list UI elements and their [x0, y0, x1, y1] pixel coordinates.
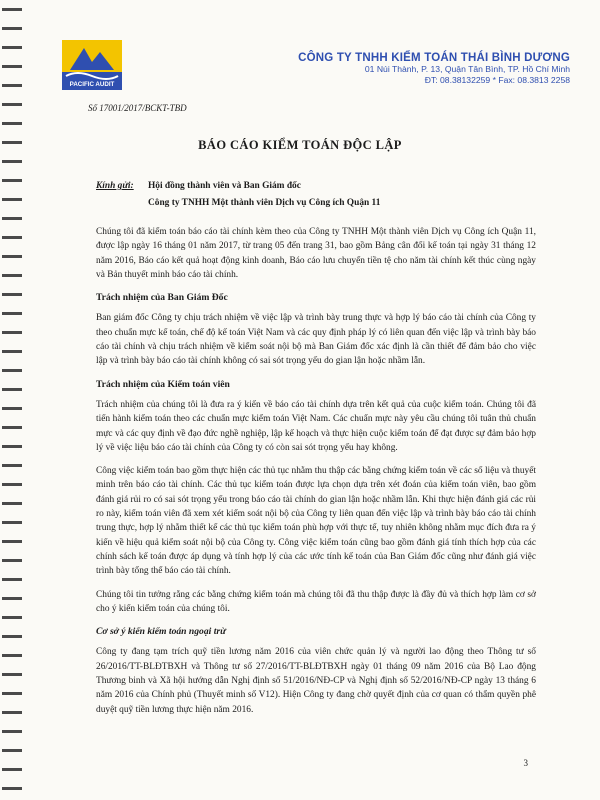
- binding-mark: [2, 578, 22, 581]
- binding-mark: [2, 46, 22, 49]
- company-name: CÔNG TY TNHH KIỂM TOÁN THÁI BÌNH DƯƠNG: [298, 52, 570, 64]
- management-paragraph: Ban giám đốc Công ty chịu trách nhiệm về việc lập và trình bày trung thực và hợp lý báo cáo tài chính của Công ty theo chuẩn mực kế toán, chế độ kế toán Việt Nam và các quy định pháp lý có liên quan đến việc lập và trình bày báo cáo tài chính và chịu trách nhiệm về kiểm soát nội bộ mà Ban Giám đốc xác định là cần thiết để đảm bảo cho việc lập và trình bày báo cáo tài chính không có sai sót trọng yếu do gian lận hoặc nhầm lẫn.: [96, 313, 536, 367]
- binding-mark: [2, 27, 22, 30]
- auditor-paragraph-1: Trách nhiệm của chúng tôi là đưa ra ý kiến về báo cáo tài chính dựa trên kết quả của cuộc kiểm toán. Chúng tôi đã tiến hành kiểm toán theo các chuẩn mực kiểm toán Việt Nam. Các chuẩn mực này yêu cầu chúng tôi tuân thủ chuẩn mực và các quy định về đạo đức nghề nghiệp, lập kế hoạch và thực hiện cuộc kiểm toán để đạt được sự đảm bảo hợp lý về việc liệu báo cáo tài chính của Công ty có còn sai sót trọng yếu hay không.: [96, 399, 536, 453]
- auditor-paragraph-3: Chúng tôi tin tưởng rằng các bằng chứng kiểm toán mà chúng tôi đã thu thập được là đầy đủ và thích hợp làm cơ sở cho ý kiến kiểm toán của chúng tôi.: [96, 589, 536, 614]
- binding-mark: [2, 445, 22, 448]
- binding-mark: [2, 103, 22, 106]
- binding-mark: [2, 768, 22, 771]
- binding-mark: [2, 255, 22, 258]
- report-body: [96, 225, 536, 726]
- binding-mark: [2, 787, 22, 790]
- binding-mark: [2, 521, 22, 524]
- binding-mark: [2, 502, 22, 505]
- binding-mark: [2, 616, 22, 619]
- binding-mark: [2, 369, 22, 372]
- addressee-block: [96, 178, 380, 212]
- section-heading-management: Trách nhiệm của Ban Giám Đốc: [96, 292, 228, 304]
- section-heading-auditor: Trách nhiệm của Kiểm toán viên: [96, 378, 230, 390]
- company-address: 01 Núi Thành, P. 13, Quận Tân Bình, TP. Hồ Chí Minh: [364, 64, 570, 74]
- binding-mark: [2, 730, 22, 733]
- binding-mark: [2, 711, 22, 714]
- binding-mark: [2, 464, 22, 467]
- page-title: BÁO CÁO KIỂM TOÁN ĐỘC LẬP: [198, 138, 402, 152]
- binding-mark: [2, 540, 22, 543]
- addressee-line-1: Hội đồng thành viên và Ban Giám đốc: [148, 181, 301, 191]
- company-header: [298, 52, 570, 86]
- binding-mark: [2, 692, 22, 695]
- document-reference: Số 17001/2017/BCKT-TBD: [88, 103, 187, 113]
- company-logo: [62, 40, 122, 90]
- binding-mark: [2, 217, 22, 220]
- binding-strip: [0, 0, 26, 800]
- binding-mark: [2, 350, 22, 353]
- binding-mark: [2, 198, 22, 201]
- binding-mark: [2, 160, 22, 163]
- section-heading-qualified-basis: Cơ sở ý kiến kiểm toán ngoại trừ: [96, 626, 226, 638]
- binding-mark: [2, 293, 22, 296]
- binding-mark: [2, 559, 22, 562]
- binding-mark: [2, 8, 22, 11]
- binding-mark: [2, 426, 22, 429]
- auditor-paragraph-2: Công việc kiểm toán bao gồm thực hiện các thủ tục nhằm thu thập các bằng chứng kiểm toán về các số liệu và thuyết minh trên báo cáo tài chính. Các thủ tục kiểm toán được lựa chọn dựa trên xét đoán của kiểm toán viên, bao gồm đánh giá rủi ro có sai sót trọng yếu trong báo cáo tài chính do gian lận hoặc nhầm lẫn. Khi thực hiện đánh giá các rủi ro này, kiểm toán viên đã xem xét kiểm soát nội bộ của Công ty liên quan đến việc lập và trình bày báo cáo tài chính trung thực, hợp lý nhằm thiết kế các thủ tục kiểm toán phù hợp với thực tế, tuy nhiên không nhằm mục đích đưa ra ý kiến về hiệu quả kiểm soát nội bộ của Công ty. Công việc kiểm toán cũng bao gồm đánh giá tính thích hợp của các chính sách kế toán được áp dụng và tính hợp lý của các ước tính kế toán của Ban Giám đốc cũng như đánh giá việc trình bày tổng thể báo cáo tài chính.: [96, 466, 536, 577]
- binding-mark: [2, 597, 22, 600]
- binding-mark: [2, 312, 22, 315]
- binding-mark: [2, 654, 22, 657]
- binding-mark: [2, 236, 22, 239]
- intro-paragraph: Chúng tôi đã kiểm toán báo cáo tài chính kèm theo của Công ty TNHH Một thành viên Dịch vụ Công ích Quận 11, được lập ngày 16 tháng 01 năm 2017, từ trang 05 đến trang 31, bao gồm Bảng cân đối kế toán tại ngày 31 tháng 12 năm 2016, Báo cáo kết quả hoạt động kinh doanh, Báo cáo lưu chuyển tiền tệ cho năm tài chính kết thúc cùng ngày và Bản thuyết minh báo cáo tài chính.: [96, 227, 536, 280]
- binding-mark: [2, 122, 22, 125]
- binding-mark: [2, 749, 22, 752]
- binding-mark: [2, 274, 22, 277]
- company-phone-fax: ĐT: 08.38132259 * Fax: 08.3813 2258: [424, 75, 570, 85]
- binding-mark: [2, 388, 22, 391]
- binding-mark: [2, 65, 22, 68]
- binding-mark: [2, 179, 22, 182]
- binding-mark: [2, 407, 22, 410]
- svg-text:PACIFIC AUDIT: PACIFIC AUDIT: [69, 81, 115, 88]
- binding-mark: [2, 673, 22, 676]
- binding-mark: [2, 483, 22, 486]
- page-number: 3: [523, 758, 528, 768]
- binding-mark: [2, 635, 22, 638]
- addressee-line-2: Công ty TNHH Một thành viên Dịch vụ Công ích Quận 11: [148, 198, 381, 208]
- addressee-label: Kính gửi:: [96, 181, 134, 191]
- binding-mark: [2, 331, 22, 334]
- binding-mark: [2, 84, 22, 87]
- qualified-basis-paragraph: Công ty đang tạm trích quỹ tiền lương năm 2016 của viên chức quản lý và người lao động theo Thông tư số 26/2016/TT-BLĐTBXH và Thông tư số 27/2016/TT-BLĐTBXH ngày 01 tháng 09 năm 2016 của Bộ Lao động Thương binh và Xã hội hướng dẫn Nghị định số 51/2016/NĐ-CP và Nghị định số 52/2016/NĐ-CP ngày 13 tháng 6 năm 2016 của Chính phủ (Thuyết minh số V12). Hiện Công ty đang chờ quyết định của cơ quan có thẩm quyền phê duyệt quỹ tiền lương thực hiện năm 2016.: [96, 647, 536, 715]
